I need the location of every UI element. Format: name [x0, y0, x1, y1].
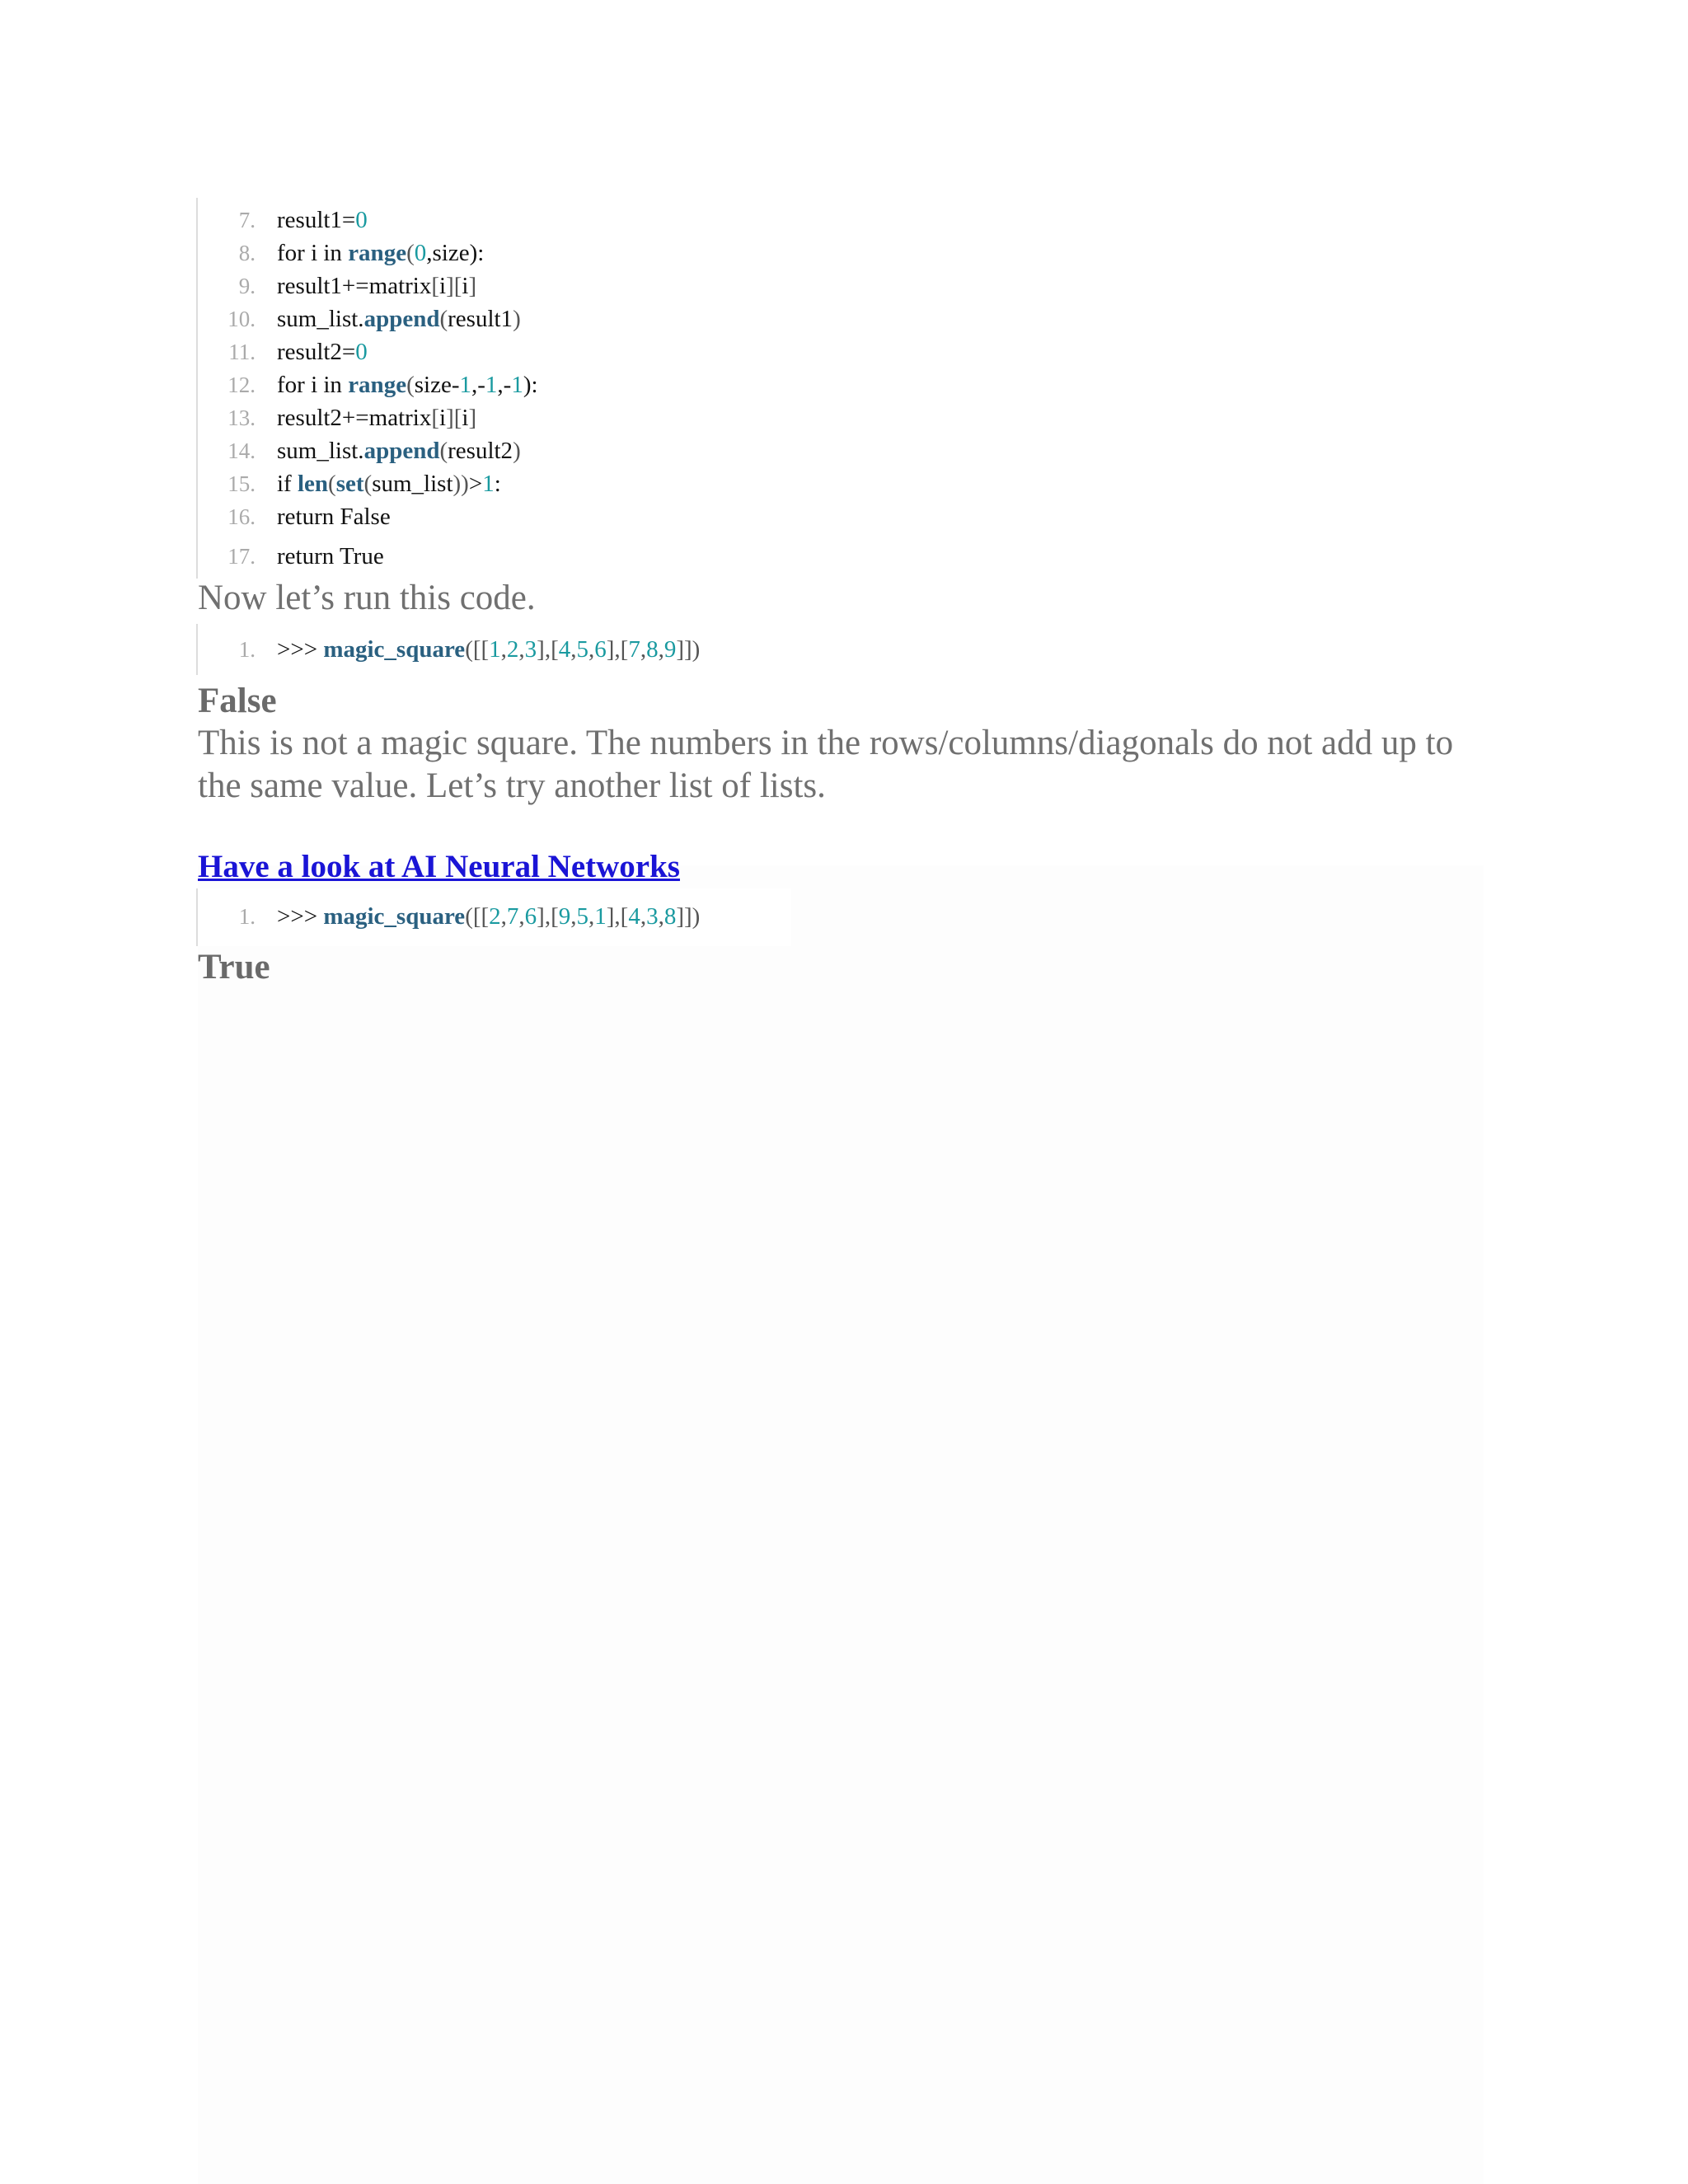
code-token: , — [658, 903, 664, 930]
code-token: 4 — [558, 636, 571, 663]
code-token: 5 — [576, 903, 588, 930]
code-token: result1 — [448, 306, 513, 332]
code-token: magic_square — [323, 636, 466, 663]
code-block-run-1 — [196, 624, 791, 675]
code-token: len — [297, 471, 329, 497]
code-token: 4 — [628, 903, 640, 930]
code-token: size- — [414, 372, 460, 398]
line-number: 17. — [227, 544, 256, 569]
code-token: ,size): — [426, 240, 485, 266]
code-line — [198, 302, 521, 335]
code-token: , — [588, 903, 595, 930]
code-token: 1 — [482, 471, 495, 497]
code-token: 3 — [646, 903, 659, 930]
code-token: i — [462, 273, 469, 299]
code-token: [ — [431, 273, 440, 299]
code-token: [ — [431, 405, 440, 431]
code-token: ( — [363, 471, 373, 497]
line-number: 12. — [227, 373, 256, 397]
code-token: append — [363, 438, 440, 464]
code-token: i — [462, 405, 469, 431]
code-token: ( — [328, 471, 336, 497]
code-token: sum_list. — [277, 306, 364, 332]
code-token: i — [439, 273, 447, 299]
code-line — [198, 633, 700, 666]
code-token: sum_list. — [277, 438, 364, 464]
code-token: 2 — [489, 903, 501, 930]
code-token: ([[ — [465, 903, 490, 930]
code-line — [198, 467, 501, 500]
code-line — [198, 500, 391, 533]
line-number: 8. — [238, 241, 256, 265]
code-token: 1 — [594, 903, 607, 930]
line-number: 1. — [238, 637, 256, 662]
code-token: ( — [439, 306, 448, 332]
code-token: ] — [468, 405, 477, 431]
line-number: 13. — [227, 405, 256, 430]
explanation-paragraph: This is not a magic square. The numbers in the rows/columns/diagonals do not add up to the same value. Let’s try another list of lists. — [198, 724, 1454, 805]
line-number: 15. — [227, 471, 256, 496]
code-line — [198, 204, 368, 237]
code-token: ] — [468, 273, 477, 299]
code-token: ( — [406, 372, 415, 398]
code-token: 7 — [628, 636, 640, 663]
line-number: 14. — [227, 438, 256, 463]
code-line — [198, 237, 484, 269]
code-token: result2= — [277, 339, 356, 365]
code-token: result1= — [277, 207, 356, 233]
code-token: ( — [439, 438, 448, 464]
code-token: for i in — [277, 240, 349, 266]
line-number: 10. — [227, 307, 256, 331]
result-true: True — [198, 948, 270, 987]
page-shade — [198, 865, 1484, 2184]
code-token: result1+=matrix — [277, 273, 432, 299]
code-token: 1 — [511, 372, 523, 398]
code-token: ]]) — [676, 636, 701, 663]
code-token: ],[ — [537, 903, 559, 930]
code-token: ][ — [446, 273, 462, 299]
code-token: 0 — [414, 240, 427, 266]
code-token: 1 — [485, 372, 498, 398]
code-token: , — [570, 636, 577, 663]
code-token: 9 — [558, 903, 571, 930]
code-token: ( — [406, 240, 415, 266]
code-token: 8 — [646, 636, 659, 663]
code-token: , — [640, 636, 647, 663]
code-token: result2 — [448, 438, 513, 464]
code-token: ],[ — [606, 636, 629, 663]
code-token: range — [348, 372, 407, 398]
code-token: set — [335, 471, 364, 497]
code-token: > — [468, 471, 483, 497]
code-line — [198, 434, 521, 467]
code-token: 2 — [506, 636, 519, 663]
code-line — [198, 335, 368, 368]
code-token: ][ — [446, 405, 462, 431]
code-token: sum_list — [372, 471, 453, 497]
code-token: i — [439, 405, 447, 431]
code-token: magic_square — [323, 903, 466, 930]
code-line — [198, 368, 538, 401]
code-token: , — [500, 636, 507, 663]
code-line — [198, 900, 700, 933]
code-token: return False — [277, 504, 391, 530]
code-token: ,- — [471, 372, 485, 398]
code-token: , — [570, 903, 577, 930]
code-token: , — [518, 903, 525, 930]
code-token: 5 — [576, 636, 588, 663]
code-token: , — [658, 636, 664, 663]
code-token: append — [363, 306, 440, 332]
line-number: 9. — [238, 274, 256, 298]
code-token: , — [500, 903, 507, 930]
code-token: ],[ — [606, 903, 629, 930]
code-token: ,- — [497, 372, 512, 398]
intro-paragraph: Now let’s run this code. — [198, 579, 536, 617]
code-token: ([[ — [465, 636, 490, 663]
code-token: if — [277, 471, 298, 497]
line-number: 1. — [238, 904, 256, 929]
code-line — [198, 401, 476, 434]
code-token: 1 — [459, 372, 471, 398]
code-token: , — [588, 636, 595, 663]
line-number: 16. — [227, 504, 256, 529]
code-token: ): — [523, 372, 538, 398]
code-token: 0 — [355, 207, 368, 233]
line-number: 7. — [238, 208, 256, 232]
code-token: ) — [513, 306, 521, 332]
code-token: , — [640, 903, 647, 930]
code-token: for i in — [277, 372, 349, 398]
result-false: False — [198, 682, 277, 720]
code-token: )) — [452, 471, 469, 497]
code-token: 6 — [524, 903, 537, 930]
code-token: ]]) — [676, 903, 701, 930]
code-token: 6 — [594, 636, 607, 663]
line-number: 11. — [228, 340, 256, 364]
code-token: 0 — [355, 339, 368, 365]
code-line — [198, 269, 476, 302]
code-token: 3 — [524, 636, 537, 663]
code-token: return True — [277, 543, 384, 569]
code-block-function — [196, 198, 791, 579]
code-token: result2+=matrix — [277, 405, 432, 431]
ai-neural-networks-link[interactable]: Have a look at AI Neural Networks — [198, 849, 680, 884]
code-token: : — [494, 471, 501, 497]
code-token: 7 — [506, 903, 519, 930]
code-token: , — [518, 636, 525, 663]
code-line — [198, 540, 384, 573]
code-token: range — [348, 240, 407, 266]
code-token: >>> — [277, 636, 324, 663]
code-token: 1 — [489, 636, 501, 663]
code-token: 8 — [663, 903, 677, 930]
code-token: ) — [513, 438, 521, 464]
code-token: 9 — [663, 636, 677, 663]
code-token: >>> — [277, 903, 324, 930]
code-block-run-2 — [196, 888, 791, 946]
code-token: ],[ — [537, 636, 559, 663]
